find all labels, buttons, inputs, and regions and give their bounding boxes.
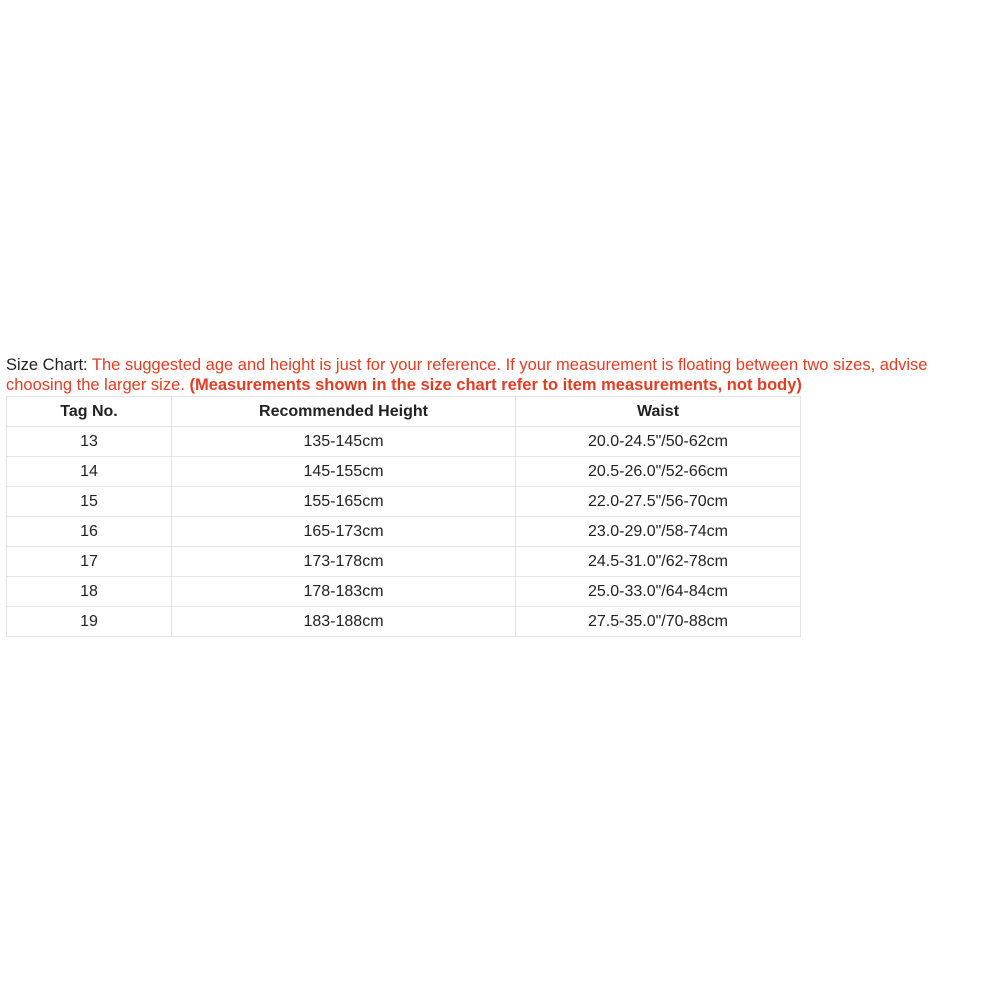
cell-height: 145-155cm xyxy=(172,457,516,487)
header-recommended-height: Recommended Height xyxy=(172,397,516,427)
cell-waist: 23.0-29.0"/58-74cm xyxy=(516,517,801,547)
table-header-row xyxy=(7,397,801,427)
cell-tag-no: 13 xyxy=(7,427,172,457)
table-row xyxy=(7,517,801,547)
table-row xyxy=(7,607,801,637)
header-tag-no: Tag No. xyxy=(7,397,172,427)
table-row xyxy=(7,577,801,607)
cell-height: 183-188cm xyxy=(172,607,516,637)
cell-waist: 25.0-33.0"/64-84cm xyxy=(516,577,801,607)
size-chart-table xyxy=(6,396,801,637)
cell-height: 178-183cm xyxy=(172,577,516,607)
cell-waist: 20.0-24.5"/50-62cm xyxy=(516,427,801,457)
cell-tag-no: 16 xyxy=(7,517,172,547)
size-chart-label: Size Chart: xyxy=(6,356,88,374)
cell-waist: 27.5-35.0"/70-88cm xyxy=(516,607,801,637)
cell-height: 135-145cm xyxy=(172,427,516,457)
size-chart-bold-note: (Measurements shown in the size chart refer to item measurements, not body) xyxy=(189,376,802,394)
cell-waist: 20.5-26.0"/52-66cm xyxy=(516,457,801,487)
cell-tag-no: 14 xyxy=(7,457,172,487)
cell-tag-no: 18 xyxy=(7,577,172,607)
cell-waist: 22.0-27.5"/56-70cm xyxy=(516,487,801,517)
size-chart-intro xyxy=(6,355,996,395)
table-row xyxy=(7,427,801,457)
table-row xyxy=(7,487,801,517)
header-waist: Waist xyxy=(516,397,801,427)
cell-tag-no: 17 xyxy=(7,547,172,577)
cell-tag-no: 15 xyxy=(7,487,172,517)
cell-waist: 24.5-31.0"/62-78cm xyxy=(516,547,801,577)
table-row xyxy=(7,457,801,487)
cell-height: 165-173cm xyxy=(172,517,516,547)
size-chart-note: The suggested age and height is just for your reference. If your measurement is floating between two sizes, advise choosing the larger size. xyxy=(6,356,928,394)
cell-height: 155-165cm xyxy=(172,487,516,517)
cell-height: 173-178cm xyxy=(172,547,516,577)
cell-tag-no: 19 xyxy=(7,607,172,637)
table-row xyxy=(7,547,801,577)
